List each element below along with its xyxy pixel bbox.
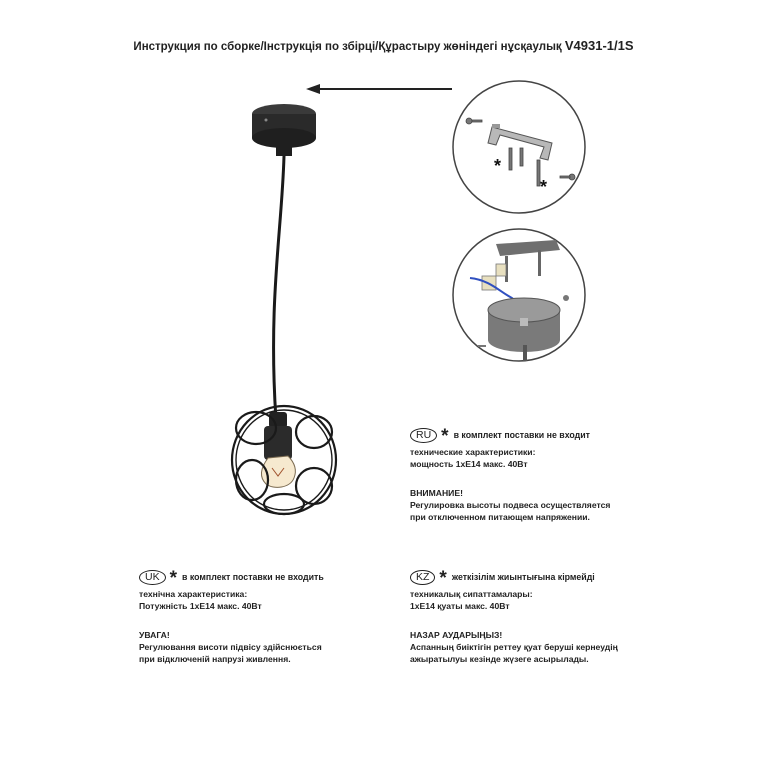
- ru-spec-heading: технические характеристики:: [410, 447, 536, 457]
- ru-not-included: в комплект поставки не входит: [453, 430, 590, 440]
- kz-spec-value: 1хЕ14 қуаты макс. 40Вт: [410, 601, 510, 611]
- title-instructions: Инструкция по сборке/Інструкція по збірці/Құрастыру жөніндегі нұсқаулық: [133, 41, 562, 53]
- uk-not-included: в комплект поставки не входить: [182, 572, 324, 582]
- uk-spec-heading: технічна характеристика:: [139, 589, 248, 599]
- ru-star-icon: *: [441, 426, 449, 447]
- uk-star-icon: *: [169, 568, 177, 589]
- kz-warning-heading: НАЗАР АУДАРЫҢЫЗ!: [410, 630, 503, 640]
- kz-star-icon: *: [439, 568, 447, 589]
- model-number: V4931-1/1S: [564, 38, 634, 53]
- ru-warning-heading: ВНИМАНИЕ!: [410, 488, 463, 498]
- uk-badge: UK: [139, 570, 166, 585]
- ru-warning-line1: Регулировка высоты подвеса осуществляется: [410, 500, 611, 510]
- kz-spec-heading: техникалық сипаттамалары:: [410, 589, 533, 599]
- uk-warning-line1: Регулювання висоти підвісу здійснюється: [139, 642, 322, 652]
- star-mark-left: *: [494, 156, 502, 176]
- ru-section: [410, 428, 610, 523]
- kz-warning-line1: Аспанның биіктігін реттеу қуат беруші кернеудің: [410, 642, 618, 652]
- uk-warning-heading: УВАГА!: [139, 630, 170, 640]
- ru-badge: RU: [410, 428, 437, 443]
- uk-spec-value: Потужність 1хЕ14 макс. 40Вт: [139, 601, 262, 611]
- uk-section: [139, 570, 324, 665]
- ru-spec-value: мощность 1хЕ14 макс. 40Вт: [410, 459, 528, 469]
- star-mark-right: *: [540, 177, 548, 197]
- kz-section: [410, 570, 618, 665]
- ru-warning-line2: при отключенном питающем напряжении.: [410, 512, 590, 522]
- kz-warning-line2: ажыратылуы кезінде жүзеге асырылады.: [410, 654, 589, 664]
- kz-not-included: жеткізілім жиынтығына кірмейді: [451, 572, 595, 582]
- kz-badge: KZ: [410, 570, 435, 585]
- uk-warning-line2: при відключеній напрузі живлення.: [139, 654, 291, 664]
